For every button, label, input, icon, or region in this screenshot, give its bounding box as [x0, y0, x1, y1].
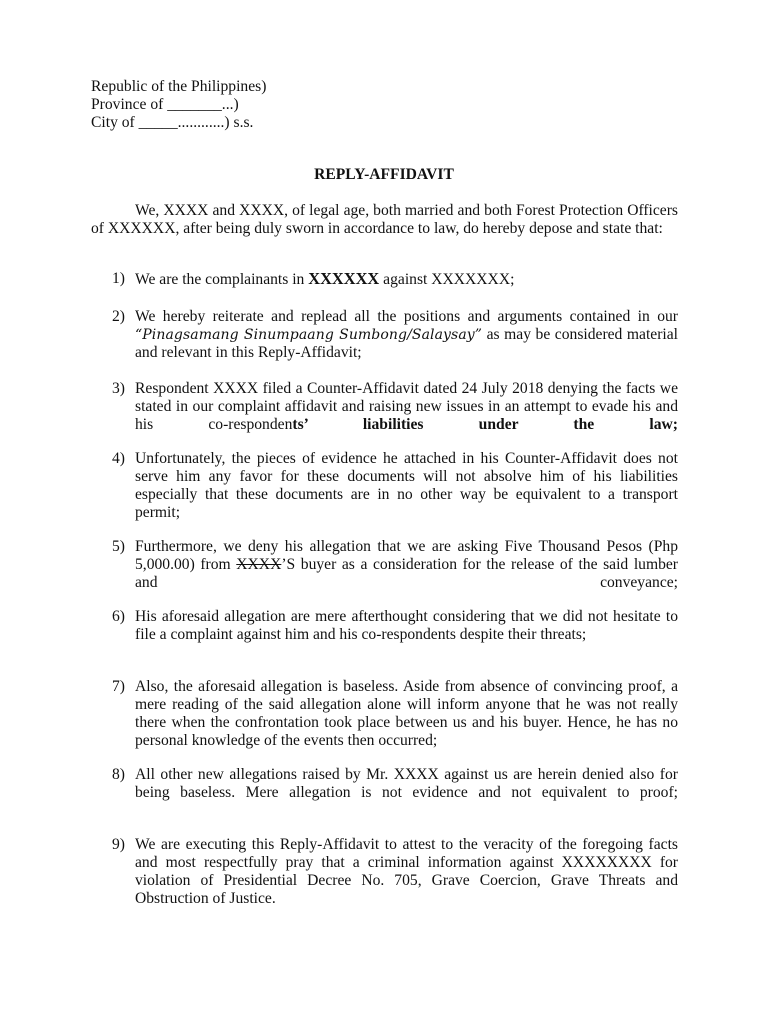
item-text: All other new allegations raised by Mr. XXXX against us are herein denied also for being baseless. Mere allegation is not evidence and not equivalent to proof; — [135, 766, 678, 801]
item-number: 7) — [112, 678, 125, 695]
list-item-4 — [112, 450, 678, 522]
list-item-5 — [112, 538, 678, 592]
item-text — [135, 308, 678, 362]
item-text-part: against XXXXXXX; — [379, 271, 515, 288]
list-item-8 — [112, 766, 678, 802]
item-number: 3) — [112, 380, 125, 397]
list-item-1 — [112, 270, 678, 289]
item-text-part: as may be considered material and relevant in this Reply-Affidavit; — [135, 326, 678, 361]
item-text — [135, 380, 678, 434]
venue-republic: Republic of the Philippines) — [91, 78, 267, 95]
item-number: 8) — [112, 766, 125, 783]
list-item-3 — [112, 380, 678, 434]
item-text-bold: ts’ liabilities under the law; — [292, 416, 678, 433]
item-text-part: ’S buyer as a consideration for the release of the said lumber and conveyance; — [135, 556, 678, 591]
item-text — [135, 538, 678, 592]
list-item-6 — [112, 608, 678, 644]
item-text: His aforesaid allegation are mere afterthought considering that we did not hesitate to file a complaint against him and his co-respondents despite their threats; — [135, 608, 678, 643]
list-item-2 — [112, 308, 678, 362]
item-number: 9) — [112, 836, 125, 853]
item-number: 4) — [112, 450, 125, 467]
item-text-part: We hereby reiterate and replead all the positions and arguments contained in our — [135, 308, 678, 325]
item-text-italic: “Pinagsamang Sinumpaang Sumbong/Salaysay” — [135, 327, 483, 343]
item-number: 1) — [112, 270, 125, 287]
item-text-part: Furthermore, we deny his allegation that we are asking Five Thousand Pesos (Php 5,000.00) from — [135, 538, 678, 573]
intro-paragraph: We, XXXX and XXXX, of legal age, both married and both Forest Protection Officers of XXXXXX, after being duly sworn in accordance to law, do hereby depose and state that: — [91, 202, 678, 237]
venue-province: Province of _______...) — [91, 96, 239, 113]
venue-block — [91, 78, 266, 132]
item-text: Unfortunately, the pieces of evidence he attached in his Counter-Affidavit does not serve him any favor for these documents will not absolve him of his liabilities especially that these documents are in no other way be equivalent to a transport permit; — [135, 450, 678, 521]
item-number: 6) — [112, 608, 125, 625]
item-text: Also, the aforesaid allegation is baseless. Aside from absence of convincing proof, a mere reading of the said allegation alone will inform anyone that he was not really there when the confrontation took place between us and his buyer. Hence, he has no personal knowledge of the events then occurred; — [135, 678, 678, 749]
item-text-bold: XXXXXX — [308, 269, 380, 288]
item-text-part: We are the complainants in — [135, 271, 309, 288]
item-text-part: Respondent XXXX filed a Counter-Affidavit dated 24 July 2018 denying the facts we stated in our complaint affidavit and raising new issues in an attempt to evade his and his co-responden — [135, 380, 678, 433]
item-text — [135, 270, 678, 289]
item-text: We are executing this Reply-Affidavit to attest to the veracity of the foregoing facts and most respectfully pray that a criminal information against XXXXXXXX for violation of Presidential Decree No. 705, Grave Coercion, Grave Threats and Obstruction of Justice. — [135, 836, 678, 907]
list-item-7 — [112, 678, 678, 750]
venue-city: City of _____............) s.s. — [91, 114, 254, 131]
item-number: 5) — [112, 538, 125, 555]
item-text-struck: XXXX — [236, 556, 282, 573]
list-item-9 — [112, 836, 678, 908]
item-number: 2) — [112, 308, 125, 325]
document-title: REPLY-AFFIDAVIT — [314, 166, 454, 183]
